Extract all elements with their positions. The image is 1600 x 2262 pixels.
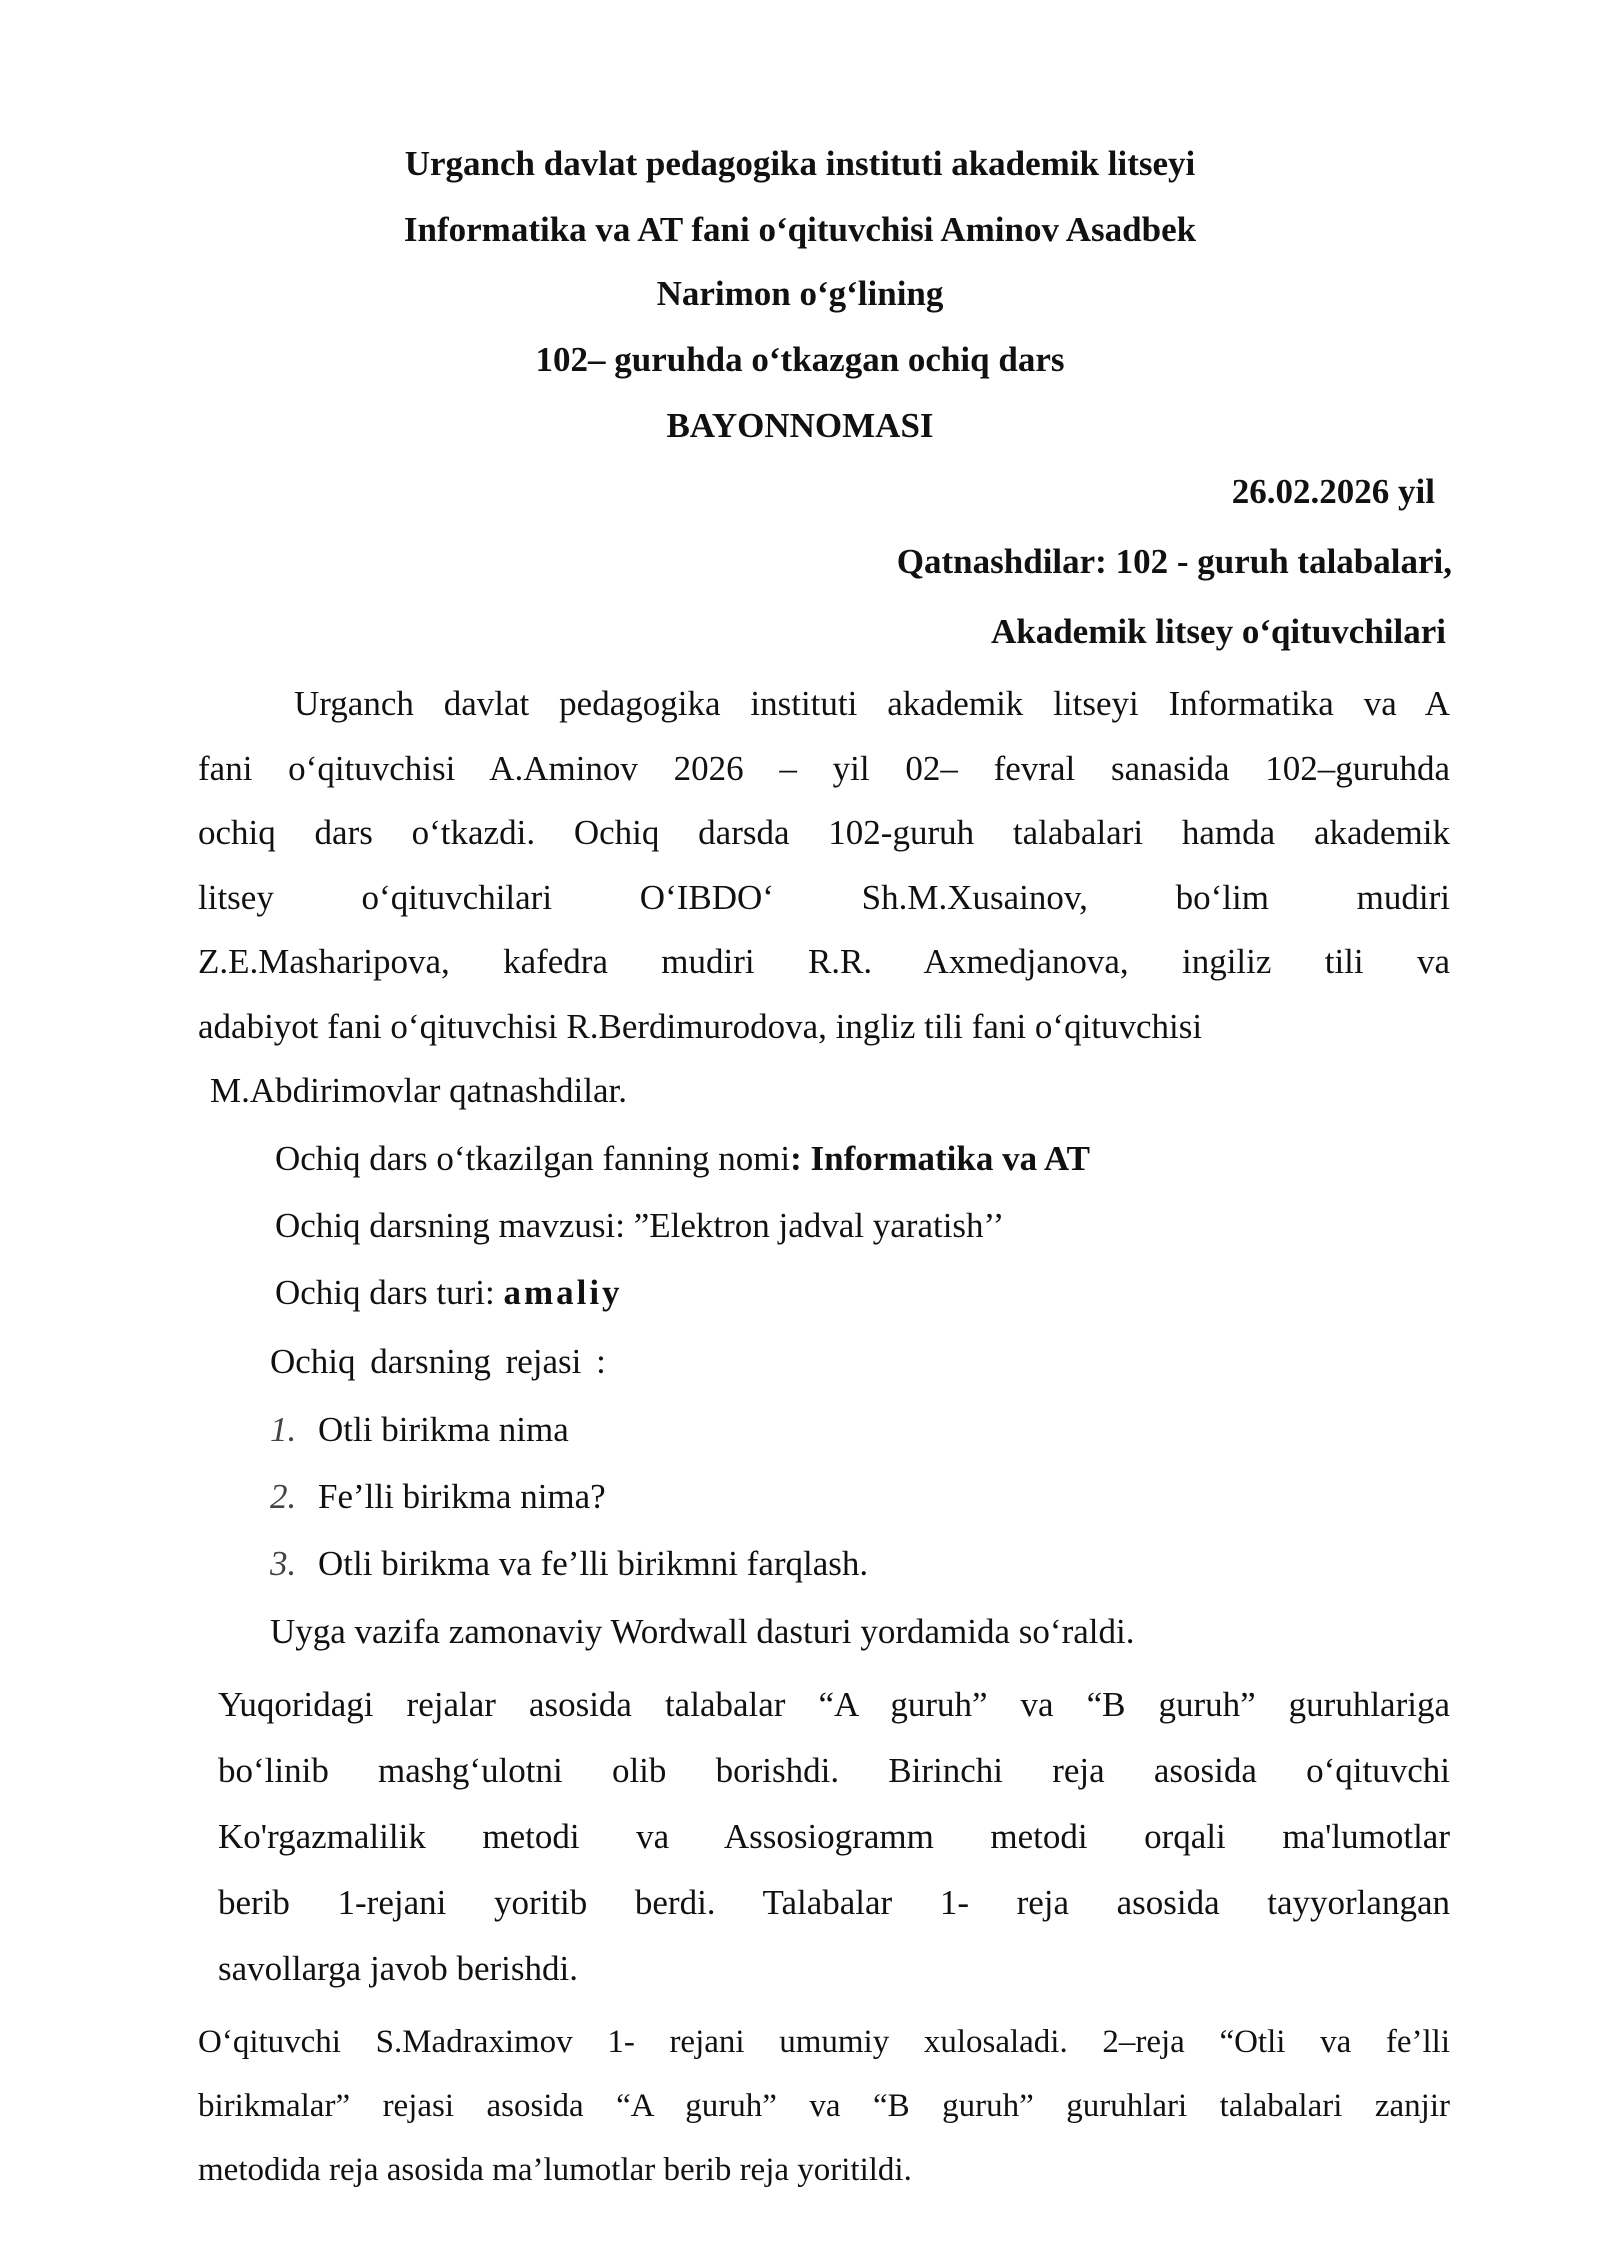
intro-line: adabiyot fani o‘qituvchisi R.Berdimurodova, ingliz tili fani o‘qituvchisi (198, 1006, 1203, 1046)
homework-line: Uyga vazifa zamonaviy Wordwall dasturi yordamida so‘raldi. (270, 1612, 1135, 1651)
topic-value: ”Elektron jadval yaratish’’ (633, 1206, 1005, 1245)
attendees-line-2: Akademik litsey o‘qituvchilari (990, 612, 1446, 651)
body-line: Yuqoridagi rejalar asosida talabalar “A guruh” va “B guruh” guruhlariga (218, 1685, 1450, 1724)
subject-value: : Informatika va AT (790, 1139, 1090, 1178)
closing-line: O‘qituvchi S.Madraximov 1- rejani umumiy xulosaladi. 2–reja “Otli va fe’lli (198, 2024, 1450, 2060)
closing-line: metodida reja asosida ma’lumotlar berib reja yoritildi. (198, 2152, 912, 2188)
attendees-line-1: Qatnashdilar: 102 - guruh talabalari, (896, 542, 1452, 581)
topic-line (275, 1206, 1004, 1246)
header-group: 102– guruhda o‘tkazgan ochiq dars (535, 340, 1065, 379)
plan-item-text: Otli birikma nima (318, 1410, 569, 1449)
header-institute: Urganch davlat pedagogika instituti akademik litseyi (404, 144, 1196, 183)
lesson-type-label: Ochiq dars turi: (275, 1273, 504, 1312)
body-line: savollarga javob berishdi. (218, 1949, 578, 1988)
intro-paragraph (198, 672, 1450, 1124)
plan-item (270, 1477, 606, 1517)
plan-item-number: 3. (270, 1544, 297, 1583)
header-patronymic: Narimon o‘g‘lining (656, 274, 944, 313)
intro-line: M.Abdirimovlar qatnashdilar. (210, 1071, 628, 1110)
intro-line: Urganch davlat pedagogika instituti akademik litseyi Informatika va A (294, 684, 1450, 723)
plan-item-text: Fe’lli birikma nima? (318, 1477, 606, 1516)
subject-line (275, 1139, 1090, 1179)
document-date: 26.02.2026 yil (1231, 472, 1435, 511)
closing-line: birikmalar” rejasi asosida “A guruh” va “B guruh” guruhlari talabalari zanjir (198, 2088, 1450, 2124)
body-line: bo‘linib mashg‘ulotni olib borishdi. Birinchi reja asosida o‘qituvchi (218, 1751, 1450, 1790)
lesson-type-value: amaliy (503, 1273, 623, 1312)
document-title: BAYONNOMASI (666, 406, 934, 445)
subject-label: Ochiq dars o‘tkazilgan fanning nomi (275, 1139, 791, 1178)
intro-line: ochiq dars o‘tkazdi. Ochiq darsda 102-guruh talabalari hamda akademik (198, 813, 1450, 852)
lesson-type-line (275, 1273, 623, 1313)
plan-item-text: Otli birikma va fe’lli birikmni farqlash. (318, 1544, 869, 1583)
plan-item-number: 2. (270, 1477, 297, 1516)
body-line: Ko'rgazmalilik metodi va Assosiogramm metodi orqali ma'lumotlar (218, 1817, 1450, 1856)
intro-line: Z.E.Masharipova, kafedra mudiri R.R. Axmedjanova, ingiliz tili va (198, 942, 1450, 981)
plan-item (270, 1544, 868, 1584)
body-line: berib 1-rejani yoritib berdi. Talabalar 1- reja asosida tayyorlangan (218, 1883, 1450, 1922)
intro-line: litsey o‘qituvchilari O‘IBDO‘ Sh.M.Xusainov, bo‘lim mudiri (198, 877, 1450, 917)
plan-item (270, 1410, 569, 1450)
plan-heading: Ochiq darsning rejasi : (270, 1342, 606, 1381)
closing-paragraph (198, 2010, 1450, 2202)
plan-item-number: 1. (270, 1410, 297, 1449)
topic-label: Ochiq darsning mavzusi: (275, 1206, 634, 1245)
intro-line: fani o‘qituvchisi A.Aminov 2026 – yil 02– fevral sanasida 102–guruhda (198, 748, 1450, 788)
body-paragraph (218, 1672, 1450, 2002)
header-teacher: Informatika va AT fani o‘qituvchisi Aminov Asadbek (403, 210, 1197, 249)
